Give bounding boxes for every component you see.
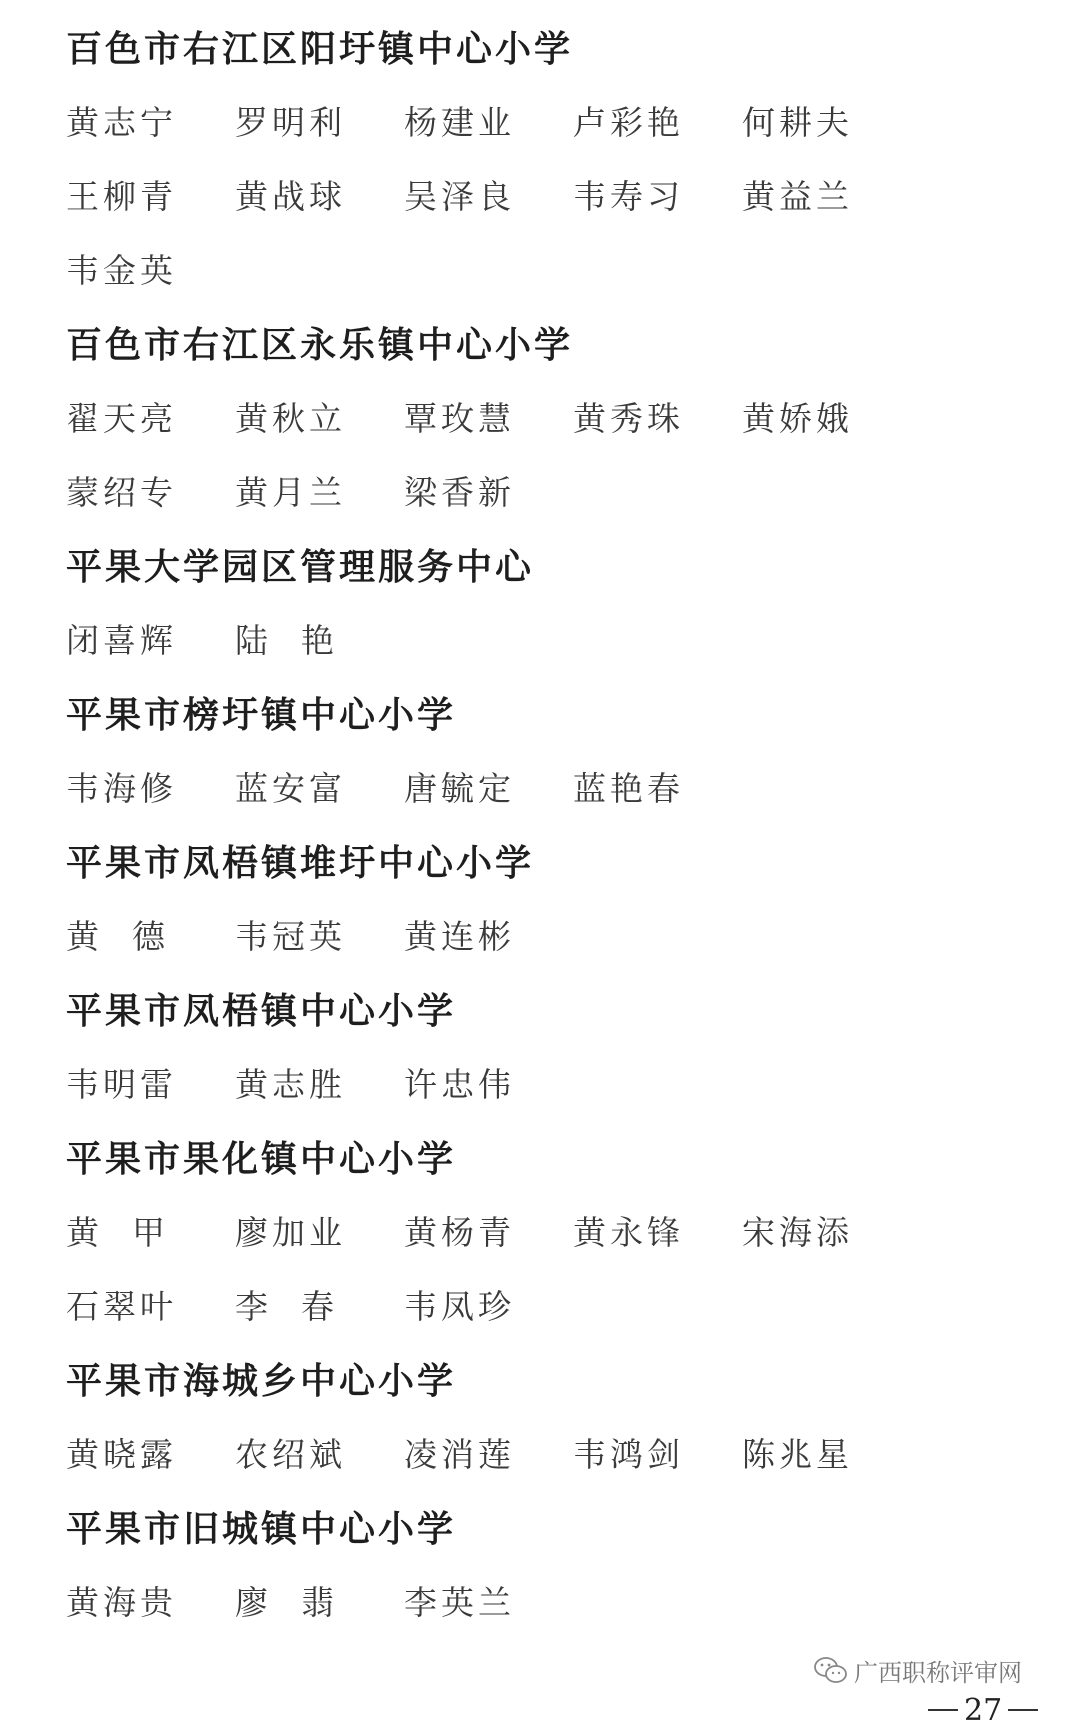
teacher-name: 韦海修 [66, 769, 177, 808]
teacher-name: 黄志胜 [235, 1065, 346, 1104]
watermark-text: 广西职称评审网 [854, 1658, 1022, 1687]
teacher-name: 黄 德 [66, 917, 169, 956]
teacher-name: 韦凤珍 [404, 1287, 515, 1326]
teacher-name: 李 春 [235, 1287, 338, 1326]
wechat-icon [812, 1655, 848, 1685]
school-title: 平果市旧城镇中心小学 [66, 1508, 457, 1550]
teacher-name: 韦寿习 [573, 177, 684, 216]
teacher-name: 许忠伟 [404, 1065, 515, 1104]
school-section [66, 530, 1026, 678]
school-title: 平果市果化镇中心小学 [66, 1138, 457, 1180]
name-list [66, 1196, 1026, 1344]
teacher-name: 宋海添 [742, 1213, 853, 1252]
teacher-name: 卢彩艳 [573, 103, 684, 142]
school-title: 平果市凤梧镇中心小学 [66, 990, 457, 1032]
name-list [66, 1566, 1026, 1640]
teacher-name: 梁香新 [404, 473, 515, 512]
teacher-name: 黄秀珠 [573, 399, 684, 438]
teacher-name: 蓝艳春 [573, 769, 684, 808]
teacher-name: 黄连彬 [404, 917, 515, 956]
teacher-name: 韦金英 [66, 251, 177, 290]
name-list [66, 752, 1026, 826]
name-list [66, 382, 1026, 530]
page-number-left-dash [928, 1709, 958, 1711]
school-title: 百色市右江区永乐镇中心小学 [66, 324, 574, 366]
teacher-name: 李英兰 [404, 1583, 515, 1622]
teacher-name: 黄战球 [235, 177, 346, 216]
teacher-name: 罗明利 [235, 103, 346, 142]
teacher-name: 黄益兰 [742, 177, 853, 216]
name-list [66, 1418, 1026, 1492]
name-list [66, 1048, 1026, 1122]
section-list [66, 12, 1026, 1640]
teacher-name: 廖加业 [235, 1213, 346, 1252]
school-title: 平果大学园区管理服务中心 [66, 546, 535, 588]
teacher-name: 杨建业 [404, 103, 515, 142]
school-section [66, 678, 1026, 826]
teacher-name: 黄海贵 [66, 1583, 177, 1622]
page-number-right-dash [1008, 1709, 1038, 1711]
teacher-name: 闭喜辉 [66, 621, 177, 660]
school-title: 百色市右江区阳圩镇中心小学 [66, 28, 574, 70]
teacher-name: 黄永锋 [573, 1213, 684, 1252]
teacher-name: 蒙绍专 [66, 473, 177, 512]
school-title: 平果市凤梧镇堆圩中心小学 [66, 842, 535, 884]
teacher-name: 凌消莲 [404, 1435, 515, 1474]
teacher-name: 蓝安富 [235, 769, 346, 808]
teacher-name: 黄晓露 [66, 1435, 177, 1474]
name-list [66, 604, 1026, 678]
teacher-name: 石翠叶 [66, 1287, 177, 1326]
teacher-name: 陆 艳 [235, 621, 338, 660]
teacher-name: 唐毓定 [404, 769, 515, 808]
teacher-name: 覃玫慧 [404, 399, 515, 438]
teacher-name: 黄 甲 [66, 1213, 169, 1252]
school-section [66, 1122, 1026, 1344]
school-section [66, 826, 1026, 974]
teacher-name: 农绍斌 [235, 1435, 346, 1474]
school-section [66, 974, 1026, 1122]
school-title: 平果市榜圩镇中心小学 [66, 694, 457, 736]
school-section [66, 12, 1026, 308]
school-section [66, 1344, 1026, 1492]
teacher-name: 翟天亮 [66, 399, 177, 438]
school-section [66, 1492, 1026, 1640]
teacher-name: 吴泽良 [404, 177, 515, 216]
page-number [928, 1690, 1038, 1730]
teacher-name: 黄志宁 [66, 103, 177, 142]
teacher-name: 韦明雷 [66, 1065, 177, 1104]
teacher-name: 黄杨青 [404, 1213, 515, 1252]
school-title: 平果市海城乡中心小学 [66, 1360, 457, 1402]
teacher-name: 何耕夫 [742, 103, 853, 142]
teacher-name: 韦冠英 [235, 917, 346, 956]
school-section [66, 308, 1026, 530]
teacher-name: 韦鸿剑 [573, 1435, 684, 1474]
teacher-name: 黄娇娥 [742, 399, 853, 438]
teacher-name: 黄月兰 [235, 473, 346, 512]
teacher-name: 陈兆星 [742, 1435, 853, 1474]
teacher-name: 廖 翡 [235, 1583, 338, 1622]
teacher-name: 王柳青 [66, 177, 177, 216]
teacher-name: 黄秋立 [235, 399, 346, 438]
page-number-value: 27 [964, 1692, 1003, 1728]
name-list [66, 86, 1026, 308]
watermark [812, 1650, 1022, 1690]
name-list [66, 900, 1026, 974]
